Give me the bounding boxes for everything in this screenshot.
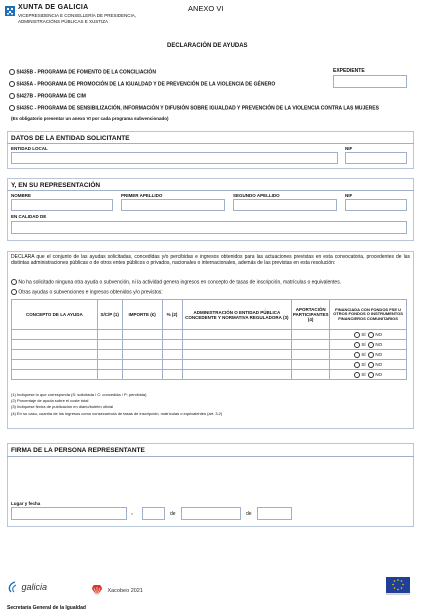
- procedure-option-3[interactable]: [9, 93, 86, 99]
- procedure-label: SI427B - PROGRAMA DE CIM: [16, 93, 86, 100]
- xacobeo-logo: [91, 582, 143, 600]
- capacity-label: EN CALIDAD DE: [11, 214, 47, 219]
- footer-org-line: Secretaría General de la Igualdad: [7, 605, 86, 611]
- col-header: CONCEPTO DE LA AYUDA: [12, 300, 98, 330]
- entity-cell[interactable]: [182, 330, 292, 340]
- option-label: No ha solicitado ninguna otra ayuda o subvención, ni la actividad genera ingresos en concepto de tasas de inscripción, matrículas o equivalentes.: [18, 279, 342, 286]
- amount-cell[interactable]: [122, 360, 162, 370]
- xunta-logo: [5, 3, 15, 13]
- contribution-cell[interactable]: [292, 360, 330, 370]
- col-header: FINANCIADA CON FONDOS FSE U OTROS FONDOS O INSTRUMENTOS FINANCIEROS COMUNITARIOS: [330, 300, 407, 330]
- radio-icon[interactable]: [9, 81, 15, 87]
- radio-icon[interactable]: [368, 362, 374, 368]
- annex-label: ANEXO VI: [188, 4, 224, 13]
- surname2-input[interactable]: [233, 199, 337, 211]
- name-label: NOMBRE: [11, 193, 31, 198]
- no-label: NO: [375, 371, 383, 377]
- radio-icon[interactable]: [354, 332, 360, 338]
- contribution-cell[interactable]: [292, 370, 330, 380]
- capacity-input[interactable]: [11, 221, 407, 234]
- yes-label: SÍ: [361, 331, 366, 337]
- scp-cell[interactable]: [97, 370, 122, 380]
- option-label: Otras ayudas o subvenciones e ingresos obtenidos y/o previstos:: [18, 289, 163, 296]
- contribution-cell[interactable]: [292, 330, 330, 340]
- percent-cell[interactable]: [162, 330, 182, 340]
- procedure-option-2[interactable]: [9, 81, 275, 87]
- aid-table-header: [12, 300, 407, 330]
- representative-title: Y, EN SU REPRESENTACIÓN: [11, 182, 101, 189]
- surname2-label: SEGUNDO APELLIDO: [233, 193, 280, 198]
- table-row: [12, 360, 407, 370]
- footnote: (1) Indíquese lo que corresponda (S: solicitada / C: concedida / P: percibida): [11, 392, 147, 397]
- percent-cell[interactable]: [162, 360, 182, 370]
- entity-cell[interactable]: [182, 370, 292, 380]
- amount-cell[interactable]: [122, 340, 162, 350]
- radio-icon[interactable]: [9, 69, 15, 75]
- declaration-option-other[interactable]: [11, 289, 163, 295]
- surname1-label: PRIMER APELLIDO: [121, 193, 163, 198]
- expediente-input[interactable]: [333, 75, 407, 88]
- funding-radio-group[interactable]: [330, 350, 407, 360]
- funding-radio-group[interactable]: [330, 370, 407, 380]
- amount-cell[interactable]: [122, 330, 162, 340]
- rep-nif-label: NIF: [345, 193, 353, 198]
- year-input[interactable]: [257, 507, 292, 520]
- xunta-shield-icon: [5, 6, 15, 16]
- galicia-wordmark: galicia: [21, 581, 47, 592]
- yes-label: SÍ: [361, 351, 366, 357]
- scp-cell[interactable]: [97, 340, 122, 350]
- contribution-cell[interactable]: [292, 350, 330, 360]
- footnotes: [11, 392, 410, 417]
- place-date-label: Lugar y fecha: [11, 501, 41, 506]
- expediente-label: EXPEDIENTE: [333, 68, 365, 74]
- table-row: [12, 370, 407, 380]
- scp-cell[interactable]: [97, 350, 122, 360]
- scp-cell[interactable]: [97, 330, 122, 340]
- scallop-shell-icon: [91, 585, 103, 597]
- scp-cell[interactable]: [97, 360, 122, 370]
- procedure-label: SI435A - PROGRAMA DE PROMOCIÓN DE LA IGUALDAD Y DE PREVENCIÓN DE LA VIOLENCIA DE GÉNERO: [16, 81, 276, 88]
- concept-cell[interactable]: [12, 350, 98, 360]
- radio-icon[interactable]: [354, 342, 360, 348]
- surname1-input[interactable]: [121, 199, 225, 211]
- percent-cell[interactable]: [162, 340, 182, 350]
- comma-separator: ,: [131, 509, 133, 516]
- no-label: NO: [375, 331, 383, 337]
- signature-title: FIRMA DE LA PERSONA REPRESENTANTE: [11, 447, 145, 454]
- radio-icon[interactable]: [11, 289, 17, 295]
- yes-label: SÍ: [361, 371, 366, 377]
- footnote: (2) Porcentaje de ayuda sobre el coste total: [11, 398, 89, 404]
- radio-icon[interactable]: [354, 372, 360, 378]
- entity-nif-input[interactable]: [345, 152, 407, 164]
- table-row: [12, 340, 407, 350]
- xacobeo-wordmark: Xacobeo 2021: [107, 587, 143, 594]
- divider: [7, 190, 414, 191]
- declaration-text: DECLARA que el conjunto de las ayudas solicitadas, concedidas y/o percibidas e ingresos obtenidos para las actuaciones previstas en esta convocatoria, procedentes de las distintas administraciones públicas o de otros entes públicos o privados, nacionales o internacionales, además de las previstas en esta resolución:: [11, 254, 410, 266]
- entity-cell[interactable]: [182, 360, 292, 370]
- entity-title: DATOS DE LA ENTIDAD SOLICITANTE: [11, 135, 130, 142]
- radio-icon[interactable]: [368, 332, 374, 338]
- no-label: NO: [375, 361, 383, 367]
- amount-cell[interactable]: [122, 350, 162, 360]
- radio-icon[interactable]: [368, 372, 374, 378]
- declaration-option-none[interactable]: [11, 279, 341, 285]
- percent-cell[interactable]: [162, 370, 182, 380]
- name-input[interactable]: [11, 199, 113, 211]
- concept-cell[interactable]: [12, 360, 98, 370]
- concept-cell[interactable]: [12, 330, 98, 340]
- dept-line-1: VICEPRESIDENCIA E CONSELLERÍA DE PRESIDENCIA,: [18, 13, 137, 18]
- entity-nif-label: NIF: [345, 146, 353, 151]
- col-header: IMPORTE (€): [122, 300, 162, 330]
- table-row: [12, 330, 407, 340]
- concept-cell[interactable]: [12, 370, 98, 380]
- procedure-option-4[interactable]: [9, 105, 379, 111]
- eu-logo: [386, 577, 410, 600]
- month-input[interactable]: [181, 507, 241, 520]
- no-label: NO: [375, 341, 383, 347]
- radio-icon[interactable]: [368, 342, 374, 348]
- procedures-note: (Es obligatorio presentar un anexo VI por cada programa subvencionado): [11, 116, 169, 121]
- radio-icon[interactable]: [354, 352, 360, 358]
- dept-line-2: ADMINISTRACIÓNS PÚBLICAS E XUSTIZA: [18, 19, 109, 24]
- footnote: (4) En su caso, cuantía de los ingresos como consecuencia de tasas de inscripción, matrículas o equivalentes (art. 3.2): [11, 410, 223, 416]
- entity-cell[interactable]: [182, 350, 292, 360]
- funding-radio-group[interactable]: [330, 330, 407, 340]
- procedure-option-1[interactable]: [9, 69, 156, 75]
- concept-cell[interactable]: [12, 340, 98, 350]
- yes-label: SÍ: [361, 341, 366, 347]
- col-header: ADMINISTRACIÓN O ENTIDAD PÚBLICA CONCEDENTE Y NORMATIVA REGULADORA (3): [182, 300, 292, 330]
- org-name: XUNTA DE GALICIA: [18, 4, 89, 11]
- radio-icon[interactable]: [9, 105, 15, 111]
- funding-radio-group[interactable]: [330, 360, 407, 370]
- rep-nif-input[interactable]: [345, 199, 407, 211]
- procedure-label: SI435C - PROGRAMA DE SENSIBILIZACIÓN, INFORMACIÓN Y DIFUSIÓN SOBRE IGUALDAD Y PREVENCIÓN DE LA VIOLENCIA CONTRA LAS MUJERES: [16, 105, 379, 112]
- place-input[interactable]: [11, 507, 127, 520]
- radio-icon[interactable]: [368, 352, 374, 358]
- no-label: NO: [375, 351, 383, 357]
- radio-icon[interactable]: [9, 93, 15, 99]
- contribution-cell[interactable]: [292, 340, 330, 350]
- funding-radio-group[interactable]: [330, 340, 407, 350]
- de-label-2: de: [246, 511, 252, 517]
- radio-icon[interactable]: [11, 279, 17, 285]
- amount-cell[interactable]: [122, 370, 162, 380]
- day-input[interactable]: [142, 507, 165, 520]
- percent-cell[interactable]: [162, 350, 182, 360]
- aid-table: [11, 299, 407, 380]
- col-header: % (2): [162, 300, 182, 330]
- yes-label: SÍ: [361, 361, 366, 367]
- procedure-label: SI435B - PROGRAMA DE FOMENTO DE LA CONCILIACIÓN: [16, 69, 156, 76]
- document-title: DECLARACIÓN DE AYUDAS: [167, 43, 248, 49]
- footnote: (3) Indíquese fecha de publicación en diario/boletín oficial: [11, 404, 114, 410]
- divider: [7, 456, 414, 457]
- entity-input[interactable]: [11, 152, 338, 164]
- entity-cell[interactable]: [182, 340, 292, 350]
- radio-icon[interactable]: [354, 362, 360, 368]
- eu-flag-icon: [386, 577, 410, 595]
- table-row: [12, 350, 407, 360]
- de-label-1: de: [170, 511, 176, 517]
- col-header: APORTACIÓN PARTICIPANTES (4): [292, 300, 330, 330]
- col-header: S/C/P (1): [97, 300, 122, 330]
- galicia-logo: [7, 578, 47, 596]
- galicia-swoosh-icon: [7, 581, 17, 593]
- divider: [7, 143, 414, 144]
- entity-label: ENTIDAD LOCAL: [11, 146, 48, 151]
